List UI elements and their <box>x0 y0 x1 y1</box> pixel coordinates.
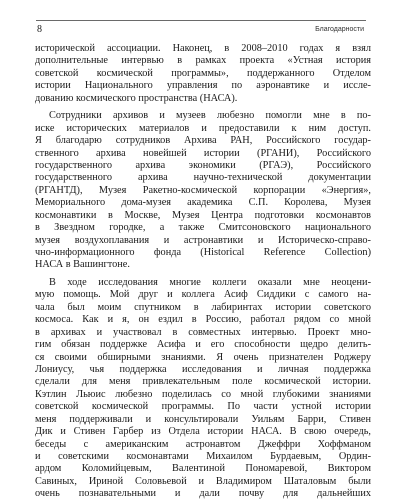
text-line: мую помощь. Мой друг и коллега Асиф Сиддики с самого на- <box>35 289 371 301</box>
text-line: исторической ассоциации. Наконец, в 2008–2010 годах я взял <box>35 43 371 54</box>
text-line: ся своими обширными знаниями. Я очень признателен Роджеру <box>35 351 371 363</box>
text-line: Савиных, Ириной Соловьевой и Владимиром Шаталовым были <box>35 475 371 487</box>
text-line: (РГАНТД), Музея Ракетно-космической корпорации «Энергия», <box>35 184 371 196</box>
paragraph <box>35 110 371 272</box>
text-line: Лониусу, чья поддержка исследования и личная поддержка <box>35 363 371 375</box>
text-line: в Звездном городке, а также Смитсоновского национального <box>35 222 371 234</box>
text-line: дованию космического пространства (НАСА). <box>35 92 238 104</box>
header-rule <box>36 20 366 21</box>
text-line: советской космической программы. По части устной истории <box>35 401 371 413</box>
text-line: государственного архива научно-технической документации <box>35 172 371 184</box>
text-line: и советскими космонавтами Михаилом Бурдаевым, Ордин- <box>35 451 371 462</box>
text-line: ардом Коломийцевым, Валентиной Пономаревой, Виктором <box>35 463 371 475</box>
text-line: НАСА в Вашингтоне. <box>35 259 130 271</box>
text-line: В ходе исследования многие коллеги оказали мне неоцени- <box>49 276 371 288</box>
text-line: ственного архива новейшей истории (РГАНИ), Российского <box>35 147 371 159</box>
text-line: беседы с американским астронавтом Джеффри Хоффманом <box>35 438 371 450</box>
text-line: Мемориального дома-музея академика С.П. Королева, Музея <box>35 197 371 209</box>
text-line: музея воздухоплавания и астронавтики и Историческо-справо- <box>35 234 371 246</box>
text-line: чала был моим спутником в лабиринтах истории советского <box>35 301 371 313</box>
text-line: гим обязан поддержке Асифа и его способности щедро делить- <box>35 339 371 351</box>
text-line: Сотрудники архивов и музеев любезно помогли мне в по- <box>49 110 371 122</box>
text-line: дополнительные интервью в рамках проекта «Устная история <box>35 55 371 67</box>
text-line: иске исторических материалов и предоставили к ним доступ. <box>35 122 371 134</box>
text-line: сделали для меня привлекательным поле космической истории. <box>35 376 371 388</box>
text-line: Я благодарю сотрудников Архива РАН, Российского государ- <box>35 135 371 147</box>
body-text <box>35 43 371 501</box>
text-line: советской космической программы», поддержанного Отделом <box>35 67 371 79</box>
text-line: космонавтики в Москве, Музея Центра подготовки космонавтов <box>35 209 371 221</box>
text-line: государственного архива экономики (РГАЭ), Российского <box>35 159 371 171</box>
paragraph <box>35 277 371 501</box>
text-line: меня поддерживали и консультировали Уильям Барри, Стивен <box>35 413 371 425</box>
paragraph <box>35 43 371 105</box>
text-line: Дик и Стивен Гарбер из Отдела истории НАСА. В свою очередь, <box>35 426 371 438</box>
text-line: истории Национального управления по аэронавтике и иссле- <box>35 80 371 92</box>
text-line: очень познавательными и дали почву для дальнейших <box>35 488 371 500</box>
text-line: космоса. Как и я, он ездил в Россию, работал рядом со мной <box>35 314 371 326</box>
text-line: в архивах и участвовал в совместных интервью. Проект мно- <box>35 326 371 338</box>
text-line: Кэтлин Льюис любезно поделилась со мной глубокими знаниями <box>35 388 371 400</box>
running-head: Благодарности <box>315 26 364 33</box>
text-line: чно-информационного фонда (Historical Reference Collection) <box>35 247 371 258</box>
page-number: 8 <box>37 24 42 35</box>
